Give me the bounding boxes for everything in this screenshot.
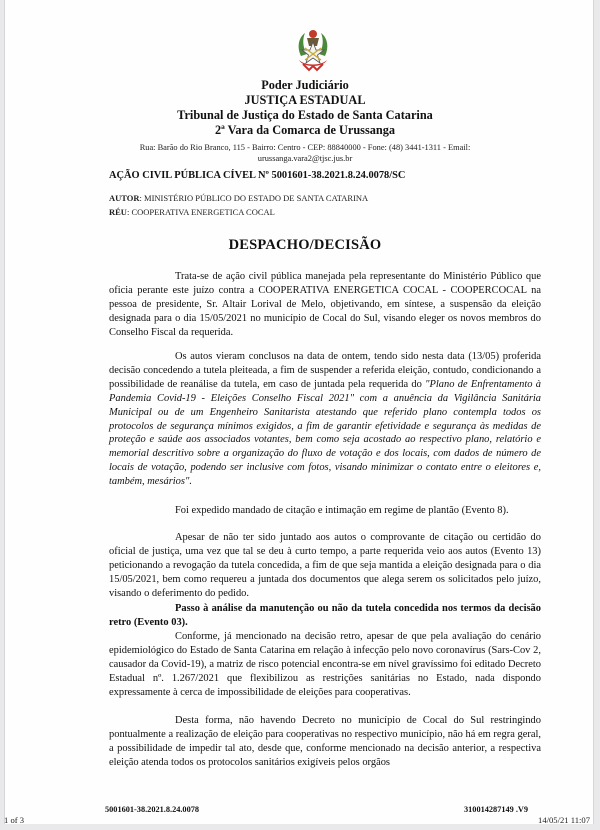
paragraph-7: Desta forma, não havendo Decreto no município de Cocal do Sul restringindo pontualmente a realização de eleição para cooperativas no respectivo município, não há em regra geral, a possibilidade de impedir tal ato, desde que, conforme mencionado na decisão anterior, a respectiva eleição atenda todos os protocolos sanitários exigíveis pelos orgãos <box>109 715 541 768</box>
document-heading: DESPACHO/DECISÃO <box>228 237 382 253</box>
autor-label: AUTOR <box>109 193 140 203</box>
paragraph-2-text: Os autos vieram conclusos na data de ontem, tendo sido nesta data (13/05) proferida decisão concedendo a tutela pleiteada, a fim de suspender a referida eleição, contudo, condicionando a possibilidade de reanálise da tutela, em caso de juntada pela requerida do <box>109 351 541 390</box>
header-state-justice: JUSTIÇA ESTADUAL <box>244 93 366 107</box>
header-court: 2ª Vara da Comarca de Urussanga <box>214 123 396 137</box>
print-timestamp: 14/05/21 11:07 <box>538 815 590 825</box>
paragraph-5: Passo à análise da manutenção ou não da tutela concedida nos termos da decisão retro (Evento 03). <box>109 603 541 628</box>
court-email: urussanga.vara2@tjsc.jus.br <box>257 154 353 163</box>
paragraph-1: Trata-se de ação civil pública manejada pela representante do Ministério Público que oficia perante este juízo contra a COOPERATIVA ENERGETICA COCAL - COOPERCOCAL na pessoa de presidente, Sr. Altair Lorival de Melo, objetivando, em síntese, a suspensão da eleição designada para o dia 15/05/2021 no município de Cocal do Sul, visando eleger os novos membros do Conselho Fiscal da requerida. <box>109 271 541 338</box>
document-page <box>4 0 594 824</box>
reu-value: : COOPERATIVA ENERGETICA COCAL <box>126 207 275 217</box>
party-reu <box>109 207 275 217</box>
court-address: Rua: Barão do Rio Branco, 115 - Bairro: Centro - CEP: 88840000 - Fone: (48) 3441-1311 - Email: <box>139 143 471 152</box>
footer-process-number: 5001601-38.2021.8.24.0078 <box>105 805 200 814</box>
header-judiciary: Poder Judiciário <box>261 78 349 92</box>
page-indicator: 1 of 3 <box>4 815 25 825</box>
footer-document-code: 310014287149 .V9 <box>464 805 529 814</box>
reu-label: RÉU <box>109 207 127 217</box>
header-tribunal: Tribunal de Justiça do Estado de Santa Catarina <box>177 108 433 122</box>
paragraph-2-quote: "Plano de Enfrentamento à Pandemia Covid-19 - Eleições Conselho Fiscal 2021" com a anuência da Vigilância Sanitária Municipal ou de um Engenheiro Sanitarista atestando que referido plano contempla todos os protocolos de segurança mínimos exigidos, a fim de garantir efetividade e segurança às medidas de proteção e saúde aos associados votantes, bem como seja acostado ao respectivo plano, relatório e memorial descritivo sobre a organização do fluxo de votação e dos locais, com dados de número de locais de votação, podendo ser inclusive com fotos, visando minimizar o contato entre o eleitores e, também, mesários". <box>109 378 541 488</box>
case-title: AÇÃO CIVIL PÚBLICA CÍVEL Nº 5001601-38.2021.8.24.0078/SC <box>109 170 406 181</box>
autor-value: : MINISTÉRIO PÚBLICO DO ESTADO DE SANTA CATARINA <box>139 193 369 203</box>
coat-of-arms-icon <box>293 26 333 72</box>
paragraph-2 <box>109 350 541 489</box>
paragraph-4: Apesar de não ter sido juntado aos autos o comprovante de citação ou certidão do oficial de justiça, uma vez que tal se deu à curto tempo, a parte requerida veio aos autos (Evento 13) peticionando a revogação da tutela concedida, a fim de que seja mantida a eleição designada para o dia 15/05/2021, bem como requereu a juntada dos documentos que alega serem os solicitados pelo juízo, visando o deferimento do pedido. <box>109 532 541 599</box>
paragraph-6: Conforme, já mencionado na decisão retro, apesar de que pela avaliação do cenário epidemiológico do Estado de Santa Catarina em relação à infecção pelo novo coronavírus (Sars-Cov 2, causador da Covid-19), a matriz de risco potencial encontra-se em nível gravíssimo foi editado Decreto Estadual nº. 1.267/2021 que flexibilizou as restrições sanitárias no Estado, nada dispondo expressamente à cerca de impossibilidade de eleições para cooperativas. <box>109 631 541 698</box>
party-autor <box>109 193 368 203</box>
paragraph-3: Foi expedido mandado de citação e intimação em regime de plantão (Evento 8). <box>175 505 509 516</box>
